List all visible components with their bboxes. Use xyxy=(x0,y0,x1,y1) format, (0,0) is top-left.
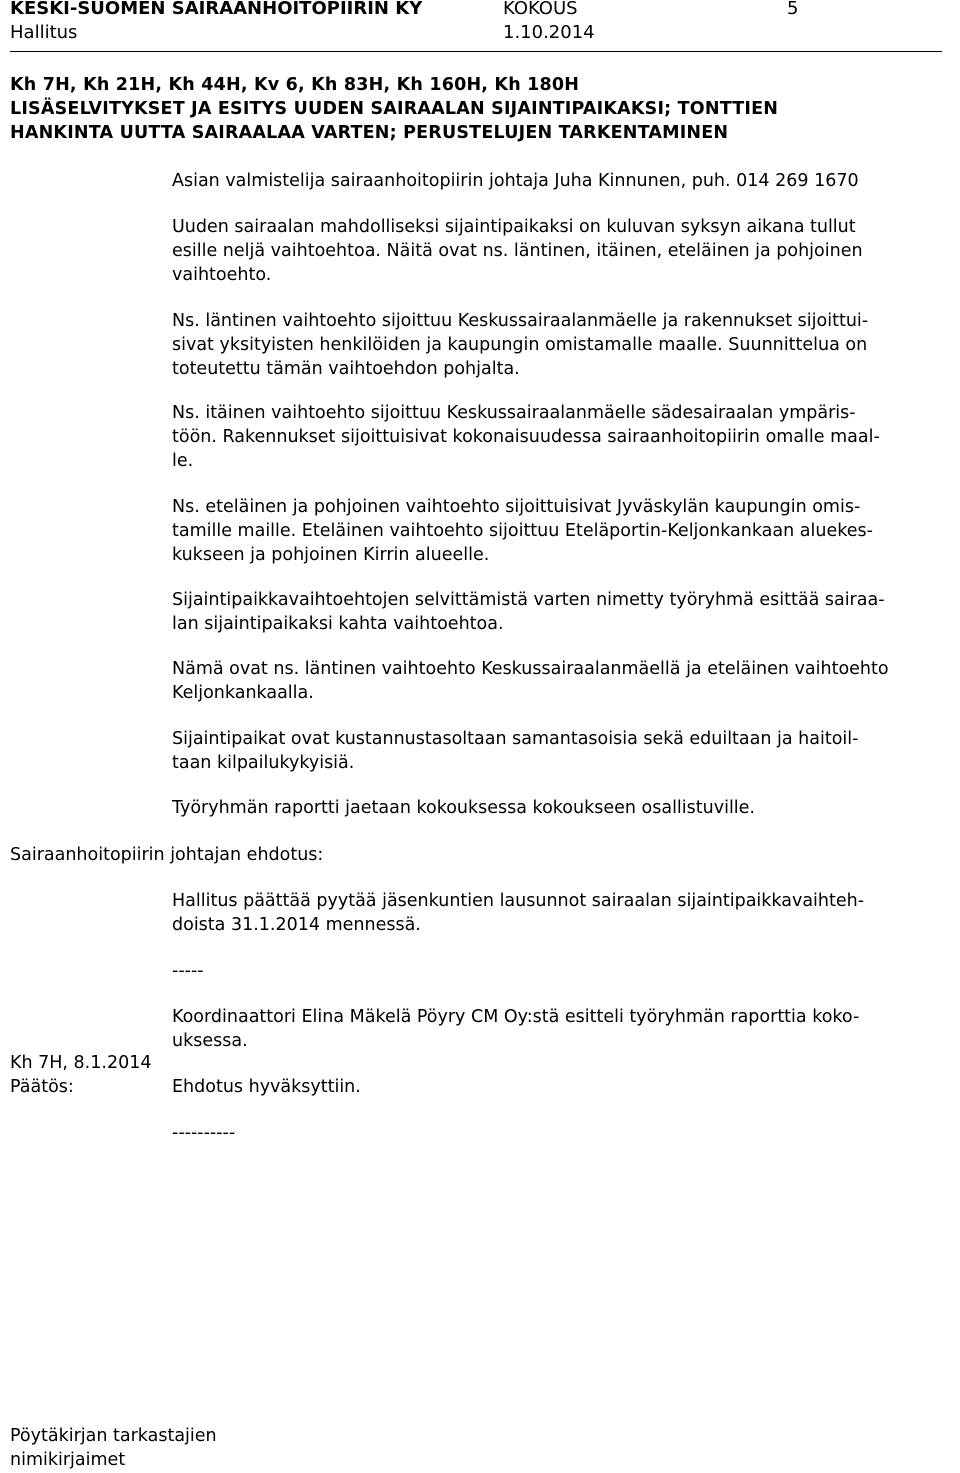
footer-signature-area xyxy=(10,1424,217,1472)
paragraph-line: Ns. läntinen vaihtoehto sijoittuu Keskussairaalanmäelle ja rakennukset sijoittui- xyxy=(172,311,869,331)
topic-references: Kh 7H, Kh 21H, Kh 44H, Kv 6, Kh 83H, Kh 160H, Kh 180H xyxy=(10,75,580,95)
separator-short: ----- xyxy=(172,961,204,981)
topic-heading xyxy=(10,73,778,145)
proposal-text xyxy=(172,889,952,937)
paragraph-line: tamille maille. Eteläinen vaihtoehto sijoittuu Eteläportin-Keljonkankaan aluekes- xyxy=(172,521,873,541)
note-line: uksessa. xyxy=(172,1031,248,1051)
paragraph xyxy=(172,309,952,381)
paragraph xyxy=(172,657,952,705)
preparer-text: Asian valmistelija sairaanhoitopiirin johtaja Juha Kinnunen, puh. 014 269 1670 xyxy=(172,171,859,191)
paragraph-line: Keljonkankaalla. xyxy=(172,683,314,703)
topic-title-line: LISÄSELVITYKSET JA ESITYS UUDEN SAIRAALAN SIJAINTIPAIKAKSI; TONTTIEN xyxy=(10,99,779,119)
paragraph-line: Sijaintipaikkavaihtoehtojen selvittämistä varten nimetty työryhmä esittää sairaa- xyxy=(172,590,885,610)
paragraph-line: sivat yksityisten henkilöiden ja kaupungin omistamalle maalle. Suunnittelua on xyxy=(172,335,868,355)
paragraph-line: Sijaintipaikat ovat kustannustasoltaan samantasoisia sekä eduiltaan ja haitoil- xyxy=(172,729,859,749)
paragraph-line: esille neljä vaihtoehtoa. Näitä ovat ns. läntinen, itäinen, eteläinen ja pohjoinen xyxy=(172,241,863,261)
decision-meeting-ref: Kh 7H, 8.1.2014 xyxy=(10,1053,152,1073)
footer-line: nimikirjaimet xyxy=(10,1450,126,1470)
paragraph-line: Työryhmän raportti jaetaan kokouksessa kokoukseen osallistuville. xyxy=(172,798,755,818)
paragraph-line: Ns. itäinen vaihtoehto sijoittuu Keskussairaalanmäelle sädesairaalan ympäris- xyxy=(172,403,856,423)
paragraph-line: le. xyxy=(172,451,194,471)
topic-title-line: HANKINTA UUTTA SAIRAALAA VARTEN; PERUSTELUJEN TARKENTAMINEN xyxy=(10,123,729,143)
decision-text: Ehdotus hyväksyttiin. xyxy=(172,1077,361,1097)
paragraph-line: Ns. eteläinen ja pohjoinen vaihtoehto sijoittuisivat Jyväskylän kaupungin omis- xyxy=(172,497,861,517)
header-divider xyxy=(10,51,942,52)
paragraph-line: vaihtoehto. xyxy=(172,265,272,285)
paragraph xyxy=(172,796,952,820)
body-name: Hallitus xyxy=(10,22,78,43)
preparer-line xyxy=(172,169,952,193)
note-line: Koordinaattori Elina Mäkelä Pöyry CM Oy:stä esitteli työryhmän raporttia koko- xyxy=(172,1007,860,1027)
paragraph-line: lan sijaintipaikaksi kahta vaihtoehtoa. xyxy=(172,614,504,634)
paragraph-line: Uuden sairaalan mahdolliseksi sijaintipaikaksi on kuluvan syksyn aikana tullut xyxy=(172,217,856,237)
decision-label: Päätös: xyxy=(10,1077,74,1097)
paragraph xyxy=(172,215,952,287)
note-paragraph xyxy=(172,1005,952,1053)
paragraph xyxy=(172,495,952,567)
meeting-type: KOKOUS xyxy=(503,0,578,19)
proposal-label: Sairaanhoitopiirin johtajan ehdotus: xyxy=(10,845,324,865)
page-number: 5 xyxy=(787,0,799,19)
proposal-line: Hallitus päättää pyytää jäsenkuntien lausunnot sairaalan sijaintipaikkavaihteh- xyxy=(172,891,865,911)
paragraph-line: taan kilpailukykyisiä. xyxy=(172,753,355,773)
proposal-line: doista 31.1.2014 mennessä. xyxy=(172,915,421,935)
paragraph-line: toteutettu tämän vaihtoehdon pohjalta. xyxy=(172,359,520,379)
paragraph-line: Nämä ovat ns. läntinen vaihtoehto Keskussairaalanmäellä ja eteläinen vaihtoehto xyxy=(172,659,889,679)
paragraph xyxy=(172,588,952,636)
paragraph xyxy=(172,727,952,775)
paragraph xyxy=(172,401,952,473)
meeting-date: 1.10.2014 xyxy=(503,22,595,43)
separator-long: ---------- xyxy=(172,1123,236,1143)
organization-name: KESKI-SUOMEN SAIRAANHOITOPIIRIN KY xyxy=(10,0,423,19)
paragraph-line: kukseen ja pohjoinen Kirrin alueelle. xyxy=(172,545,490,565)
paragraph-line: töön. Rakennukset sijoittuisivat kokonaisuudessa sairaanhoitopiirin omalle maal- xyxy=(172,427,880,447)
footer-line: Pöytäkirjan tarkastajien xyxy=(10,1426,217,1446)
